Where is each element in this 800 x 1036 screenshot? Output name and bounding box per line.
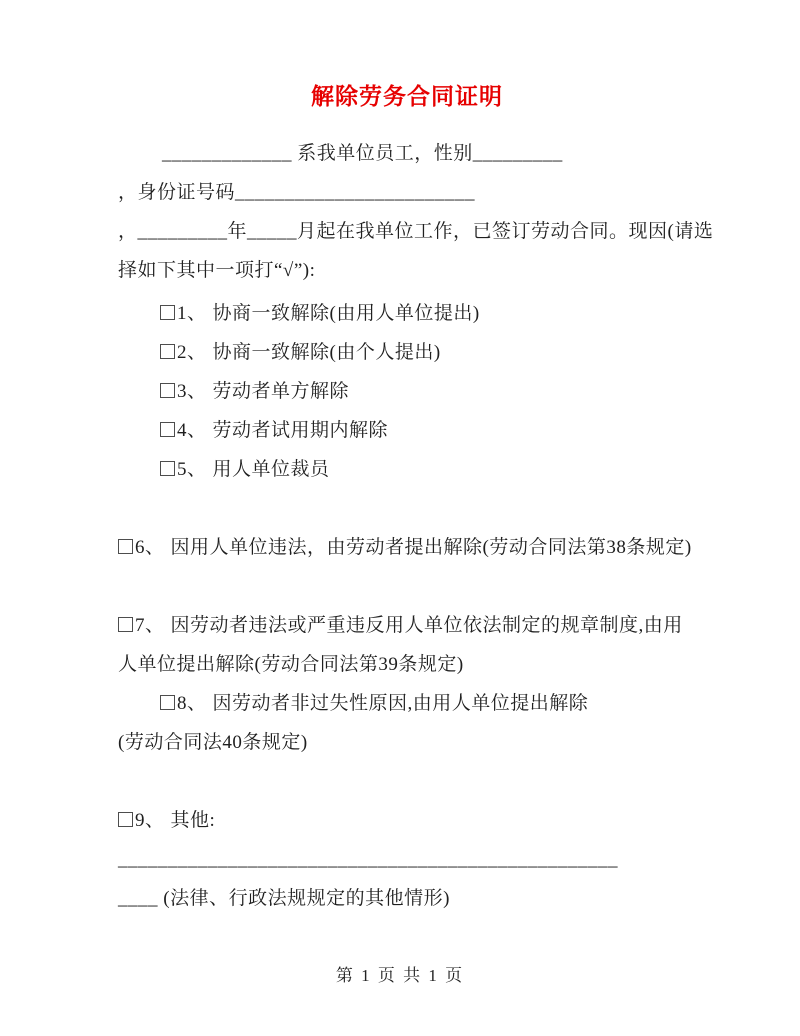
- checkbox-icon[interactable]: [160, 461, 175, 476]
- option-text: 用人单位裁员: [212, 459, 330, 480]
- option-item: [118, 294, 696, 333]
- intro-line: ，身份证号码________________________: [118, 182, 476, 203]
- option-continuation: ____ (法律、行政法规规定的其他情形): [118, 888, 450, 909]
- option-item: [118, 684, 696, 723]
- option-text: 因用人单位违法，由劳动者提出解除(劳动合同法第38条规定): [170, 537, 692, 558]
- footer-page-indicator: 第 1 页 共 1 页: [335, 966, 465, 985]
- option-text: 其他: __________________________________________________: [118, 810, 618, 870]
- option-number: 1、: [177, 303, 207, 324]
- options-list: [118, 294, 696, 918]
- option-number: 4、: [177, 420, 207, 441]
- option-number: 9、: [135, 810, 165, 831]
- option-text: 因劳动者非过失性原因,由用人单位提出解除: [212, 693, 589, 714]
- option-item: [118, 450, 696, 489]
- option-continuation: (劳动合同法40条规定): [118, 732, 308, 753]
- checkbox-icon[interactable]: [118, 539, 133, 554]
- checkbox-icon[interactable]: [160, 344, 175, 359]
- option-text: 劳动者单方解除: [212, 381, 350, 402]
- option-item: [118, 372, 696, 411]
- option-number: 7、: [135, 615, 165, 636]
- option-text: 协商一致解除(由个人提出): [212, 342, 441, 363]
- option-item: [118, 333, 696, 372]
- intro-line: ，_________年_____月起在我单位工作，已签订劳动合同。现因(请选: [118, 221, 714, 242]
- option-number: 8、: [177, 693, 207, 714]
- option-item: [118, 528, 696, 567]
- intro-line: _____________ 系我单位员工，性别_________: [162, 143, 563, 164]
- checkbox-icon[interactable]: [160, 383, 175, 398]
- option-number: 2、: [177, 342, 207, 363]
- option-text: 因劳动者违法或严重违反用人单位依法制定的规章制度,由用人单位提出解除(劳动合同法第39条规定): [118, 615, 683, 675]
- option-number: 6、: [135, 537, 165, 558]
- checkbox-icon[interactable]: [118, 812, 133, 827]
- option-number: 3、: [177, 381, 207, 402]
- option-item: [118, 411, 696, 450]
- option-item: [118, 606, 696, 684]
- page-title: 解除劳务合同证明: [311, 84, 503, 109]
- checkbox-icon[interactable]: [160, 305, 175, 320]
- intro-line: 择如下其中一项打“√”):: [118, 260, 316, 281]
- option-number: 5、: [177, 459, 207, 480]
- checkbox-icon[interactable]: [118, 617, 133, 632]
- checkbox-icon[interactable]: [160, 695, 175, 710]
- checkbox-icon[interactable]: [160, 422, 175, 437]
- option-text: 协商一致解除(由用人单位提出): [212, 303, 480, 324]
- option-item: [118, 801, 696, 879]
- option-text: 劳动者试用期内解除: [212, 420, 389, 441]
- intro-paragraph: [118, 134, 714, 290]
